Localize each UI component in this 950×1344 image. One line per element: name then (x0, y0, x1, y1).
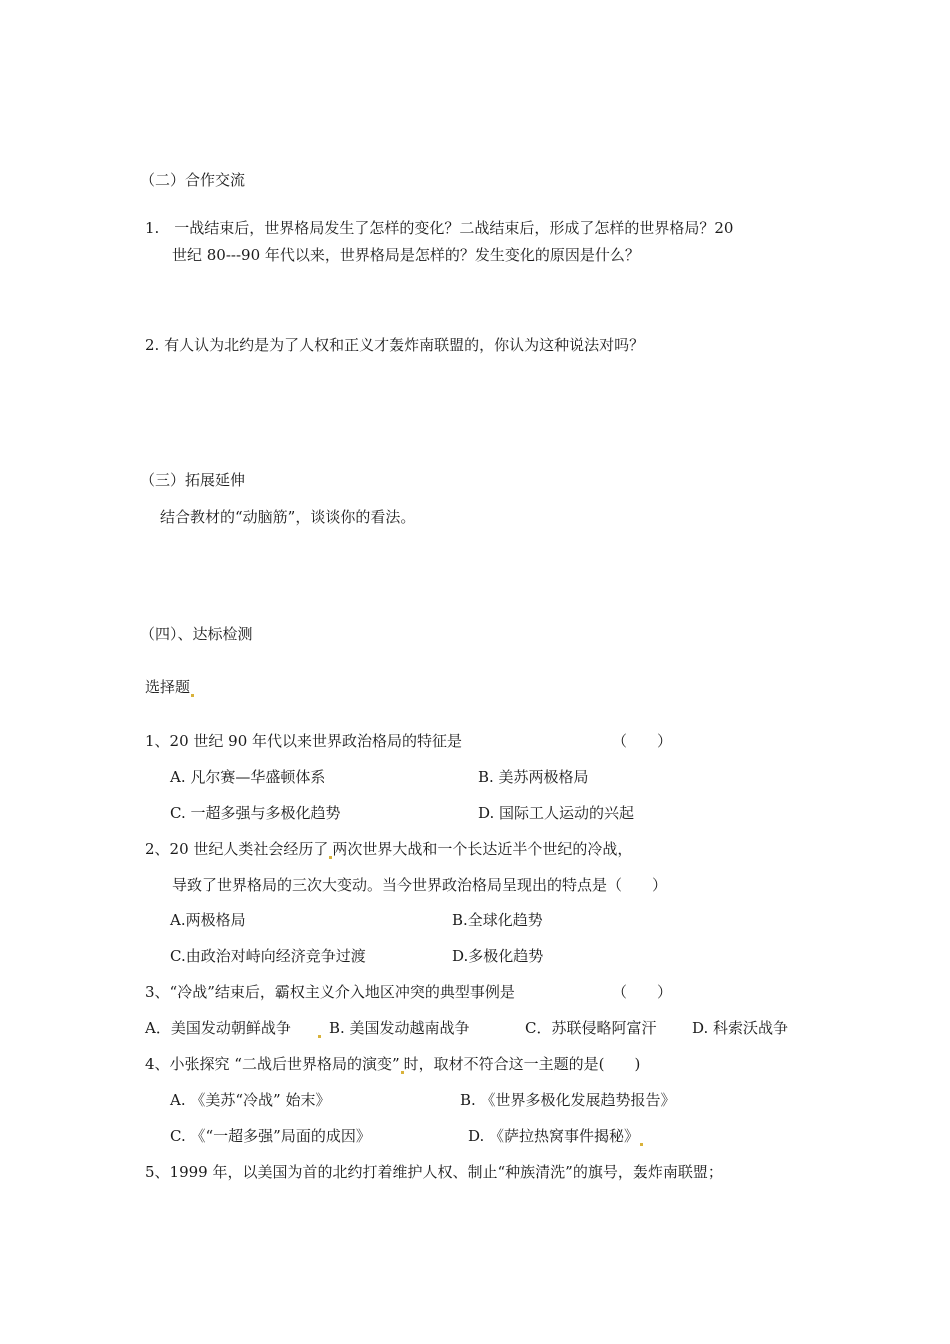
section-heading-extension: （三）拓展延伸 (140, 471, 246, 489)
question-type-label: 选择题 (145, 677, 194, 697)
mcq-2-option-c: C.由政治对峙向经济竞争过渡 (170, 947, 366, 965)
extension-prompt: 结合教材的“动脑筋”，谈谈你的看法。 (160, 508, 416, 526)
mcq-1-option-b: B. 美苏两极格局 (478, 768, 589, 786)
mcq-3-option-c: C．苏联侵略阿富汗 (525, 1019, 657, 1037)
mcq-2-option-a: A.两极格局 (170, 911, 246, 929)
coop-question-1-line-2: 世纪 80---90 年代以来，世界格局是怎样的？发生变化的原因是什么？ (172, 246, 640, 264)
mcq-3-option-d: D. 科索沃战争 (692, 1019, 789, 1037)
mcq-4-stem: 4、小张探究 “二战后世界格局的演变” 时，取材不符合这一主题的是( ) (145, 1055, 641, 1073)
coop-question-1-line-1: 1. 一战结束后，世界格局发生了怎样的变化？二战结束后，形成了怎样的世界格局？20 (145, 219, 734, 237)
mcq-4-option-c: C. 《“一超多强”局面的成因》 (170, 1127, 371, 1145)
mcq-2-option-b: B.全球化趋势 (452, 911, 543, 929)
mcq-4-option-b: B. 《世界多极化发展趋势报告》 (460, 1091, 676, 1109)
mcq-1-option-c: C. 一超多强与多极化趋势 (170, 804, 341, 822)
section-heading-cooperation: （二）合作交流 (140, 171, 246, 189)
mcq-4-option-a: A. 《美苏“冷战” 始末》 (170, 1091, 331, 1109)
mcq-4-option-d: D. 《萨拉热窝事件揭秘》 (468, 1126, 643, 1146)
mcq-1-stem: 1、20 世纪 90 年代以来世界政治格局的特征是 (145, 732, 463, 750)
mcq-3-option-b: B. 美国发动越南战争 (329, 1019, 470, 1037)
mcq-1-option-d: D. 国际工人运动的兴起 (478, 804, 635, 822)
mark-dot (191, 694, 194, 697)
mcq-1-option-a: A. 凡尔赛—华盛顿体系 (170, 768, 326, 786)
mcq-2-option-d: D.多极化趋势 (452, 947, 544, 965)
coop-question-2: 2. 有人认为北约是为了人权和正义才轰炸南联盟的，你认为这种说法对吗？ (145, 336, 645, 354)
mark-dot (317, 1018, 321, 1038)
mark-dot (640, 1143, 643, 1146)
mcq-3-stem: 3、“冷战”结束后，霸权主义介入地区冲突的典型事例是 (145, 983, 515, 1001)
mcq-2-stem-line-2: 导致了世界格局的三次大变动。当今世界政治格局呈现出的特点是（ ） (172, 876, 668, 894)
mcq-3-option-a: A．美国发动朝鲜战争 (145, 1019, 291, 1037)
section-heading-assessment: （四）、达标检测 (140, 625, 253, 643)
mcq-2-stem-line-1: 2、20 世纪人类社会经历了 两次世界大战和一个长达近半个世纪的冷战， (145, 840, 633, 858)
mcq-1-answer-paren: （ ） (612, 732, 673, 750)
mcq-3-answer-paren: （ ） (612, 983, 673, 1001)
mcq-5-stem: 5、1999 年，以美国为首的北约打着维护人权、制止“种族清洗”的旗号，轰炸南联盟； (145, 1163, 723, 1181)
